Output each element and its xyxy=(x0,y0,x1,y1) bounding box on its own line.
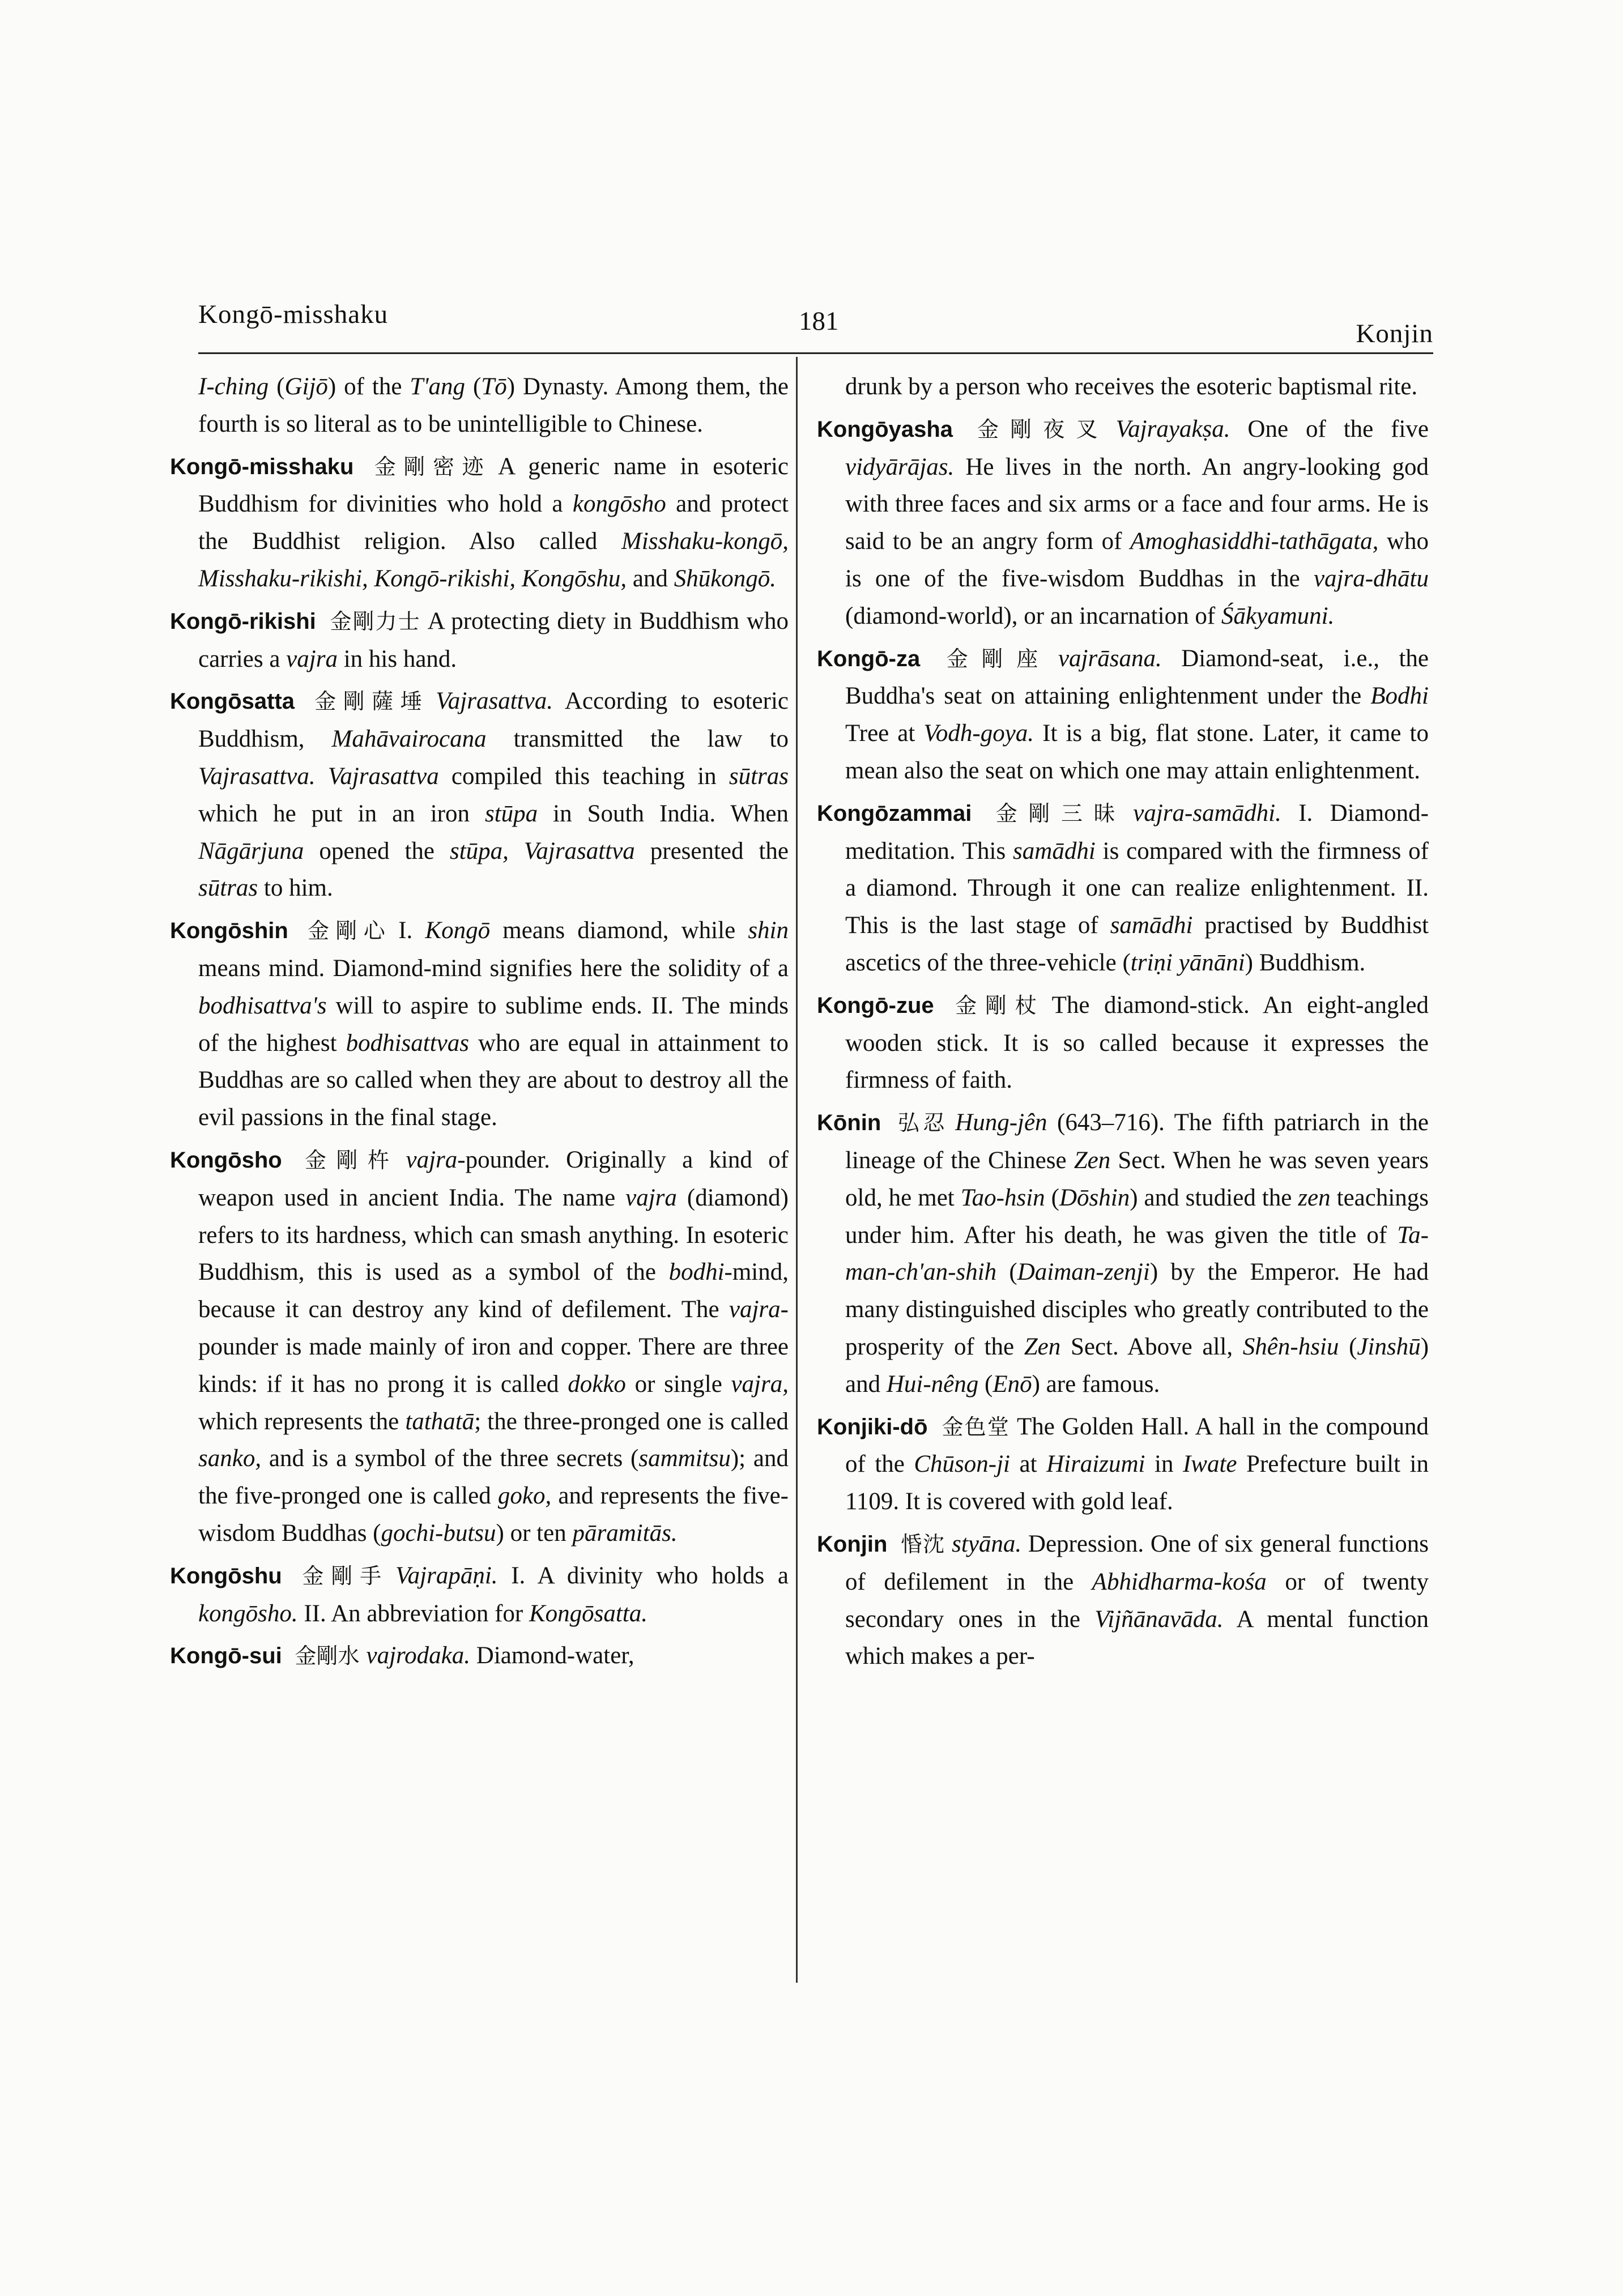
entry-text: I. xyxy=(398,917,425,944)
entry-text: in xyxy=(1145,1451,1183,1478)
italic-term: vajra xyxy=(625,1184,677,1211)
entry-kanji: 金剛密迹 xyxy=(374,454,492,479)
entry-text: ) by the Emperor. He had many distinguished disciples who greatly contributed to the prosperity of the xyxy=(845,1259,1429,1360)
entry-text: A protecting diety in Buddhism who carries a xyxy=(198,607,789,672)
entry-text: ); and the five-pronged one is called xyxy=(198,1445,789,1510)
entry-headword: Konjiki-dō xyxy=(817,1414,928,1439)
italic-term: tathatā xyxy=(405,1408,475,1435)
entry-text: (diamond) refers to its hardness, which can smash anything. In esoteric Buddhism, this is used as a symbol of the xyxy=(198,1184,789,1286)
entry-text: ) and studied the xyxy=(1130,1184,1298,1211)
entry-headword: Kongōsatta xyxy=(170,689,295,714)
entry-text: Sect. Above all, xyxy=(1060,1333,1243,1360)
italic-term: sammitsu xyxy=(638,1445,731,1472)
dictionary-entry xyxy=(170,603,789,678)
italic-term: Ta-man-ch'an-shih xyxy=(845,1221,1429,1286)
italic-term: Hui-nêng xyxy=(886,1370,979,1398)
italic-term: shin xyxy=(748,917,789,944)
italic-term: kongōsho xyxy=(572,491,666,518)
entry-headword: Kōnin xyxy=(817,1110,881,1136)
entry-text: It is a big, flat stone. Later, it came to mean also the seat on which one may attain enlightenment. xyxy=(845,720,1429,784)
italic-term: Hung-jên xyxy=(955,1109,1047,1136)
entry-text: ( xyxy=(978,1370,993,1398)
entry-text: (643–716). The fifth patriarch in the lineage of the Chinese xyxy=(845,1109,1429,1174)
italic-term: styāna. xyxy=(952,1530,1022,1557)
entry-kanji: 金剛薩埵 xyxy=(314,689,429,714)
entry-text: ( xyxy=(1339,1333,1357,1360)
entry-text: means diamond, while xyxy=(490,917,748,944)
italic-term: vajra, xyxy=(731,1370,789,1398)
entry-text: which he put in an iron xyxy=(198,800,485,827)
dictionary-entry xyxy=(817,1104,1429,1403)
entry-text: who are equal in attainment to Buddhas are so called when they are about to destroy all the evil passions in the final stage. xyxy=(198,1029,789,1131)
entry-kanji: 金剛夜叉 xyxy=(977,416,1109,442)
italic-term: Daiman-zenji xyxy=(1017,1259,1150,1286)
entry-headword: Kongō-rikishi xyxy=(170,608,316,634)
entry-text: means mind. Diamond-mind signifies here the solidity of a xyxy=(198,955,789,982)
italic-term: gochi-butsu xyxy=(381,1519,496,1547)
italic-term: Abhidharma-kośa xyxy=(1092,1568,1267,1595)
entry-text: -pounder. Originally a kind of weapon used in ancient India. The name xyxy=(198,1146,789,1211)
entry-text: drunk by a person who receives the esoteric baptismal rite. xyxy=(845,373,1418,400)
entry-text: Prefecture built in 1109. It is covered with gold leaf. xyxy=(845,1451,1429,1515)
entry-text: A generic name in esoteric Buddhism for divinities who hold a xyxy=(198,453,789,518)
italic-term: vidyārājas. xyxy=(845,453,955,480)
continued-entry xyxy=(817,368,1429,406)
dictionary-entry xyxy=(817,987,1429,1099)
entry-kanji: 金剛座 xyxy=(946,646,1051,671)
italic-term: stūpa, Vajrasattva xyxy=(449,837,635,864)
entry-text: ( xyxy=(465,373,482,400)
italic-term: pāramitās. xyxy=(572,1519,678,1547)
entry-text: The diamond-stick. An eight-angled wooden stick. It is so called because it expresses the firmness of faith. xyxy=(845,991,1429,1094)
entry-text: -pounder is made mainly of iron and copper. There are three kinds: if it has no prong it is called xyxy=(198,1296,789,1398)
italic-term: Shūkongō. xyxy=(674,565,777,592)
entry-text: ( xyxy=(269,373,285,400)
header-right-guideword: Konjin xyxy=(1356,319,1433,348)
entry-headword: Kongōsho xyxy=(170,1147,282,1173)
entry-kanji: 金剛心 xyxy=(308,918,392,944)
entry-text: ( xyxy=(996,1259,1017,1286)
italic-term: T'ang xyxy=(410,373,466,400)
italic-term: dokko xyxy=(568,1370,626,1398)
italic-term: Vijñānavāda. xyxy=(1094,1605,1224,1633)
italic-term: Vajrasattva xyxy=(327,763,439,790)
entry-text: and is a symbol of the three secrets ( xyxy=(261,1445,639,1472)
italic-term: Jinshū xyxy=(1357,1333,1421,1360)
entry-text: ) of the xyxy=(327,373,410,400)
entry-text: A mental function which makes a per- xyxy=(845,1605,1429,1670)
italic-term: Zen xyxy=(1074,1147,1111,1174)
entry-text: at xyxy=(1010,1451,1047,1478)
entry-text: practised by Buddhist ascetics of the three-vehicle ( xyxy=(845,912,1429,976)
entry-text: Depression. One of six general functions of defilement in the xyxy=(845,1530,1429,1595)
italic-term: Misshaku-kongō, Misshaku-rikishi, Kongō-rikishi, Kongōshu, xyxy=(198,528,789,592)
running-header xyxy=(198,299,1433,350)
entry-kanji: 金剛杖 xyxy=(955,992,1045,1018)
italic-term: Dōshin xyxy=(1059,1184,1130,1211)
dictionary-entry xyxy=(170,912,789,1136)
entry-text: Diamond-water, xyxy=(470,1642,634,1669)
entry-text: One of the five xyxy=(1230,415,1429,442)
entry-text: ) Dynasty. Among them, the fourth is so literal as to be unintelligible to Chinese. xyxy=(198,373,789,437)
entry-kanji: 金色堂 xyxy=(942,1414,1010,1439)
entry-kanji: 金剛三昧 xyxy=(995,800,1127,826)
italic-term: vajra xyxy=(729,1296,781,1323)
dictionary-entry xyxy=(817,411,1429,635)
entry-text: ) are famous. xyxy=(1032,1370,1160,1398)
entry-text: Sect. When he was seven years old, he met xyxy=(845,1147,1429,1211)
entry-text: who is one of the five-wisdom Buddhas in the xyxy=(845,528,1429,592)
entry-text: ( xyxy=(1045,1184,1059,1211)
dictionary-entry xyxy=(170,448,789,598)
italic-term: vajra-samādhi. xyxy=(1133,799,1281,827)
entry-text: -mind, because it can destroy any kind of defilement. The xyxy=(198,1259,789,1323)
italic-term: zen xyxy=(1298,1184,1331,1211)
entry-text: or single xyxy=(625,1370,731,1398)
entry-text: or of twenty secondary ones in the xyxy=(845,1568,1429,1633)
entry-headword: Kongōshin xyxy=(170,918,288,944)
entry-text: ) or ten xyxy=(496,1519,573,1547)
entry-text: in his hand. xyxy=(337,645,457,672)
italic-term: vajrodaka. xyxy=(366,1642,471,1669)
italic-term: Enō xyxy=(992,1370,1032,1398)
entry-kanji: 惛沈 xyxy=(901,1531,945,1557)
entry-headword: Konjin xyxy=(817,1531,888,1557)
italic-term: kongōsho. xyxy=(198,1600,298,1627)
italic-term: Hiraizumi xyxy=(1046,1451,1145,1478)
italic-term: Chūson-ji xyxy=(914,1451,1011,1478)
entry-text: II. An abbreviation for xyxy=(297,1600,529,1627)
italic-term: Gijō xyxy=(284,373,328,400)
entry-headword: Kongōshu xyxy=(170,1563,282,1588)
entry-headword: Kongō-za xyxy=(817,646,921,671)
entry-text: and protect the Buddhist religion. Also called xyxy=(198,491,789,555)
dictionary-entry xyxy=(170,1637,789,1675)
entry-text: Tree at xyxy=(845,720,924,747)
entry-text xyxy=(316,763,328,790)
italic-term: Shên-hsiu xyxy=(1242,1333,1339,1360)
continued-entry xyxy=(170,368,789,443)
entry-text: compiled this teaching in xyxy=(438,763,729,790)
entry-headword: Kongō-sui xyxy=(170,1643,282,1669)
entry-headword: Kongōyasha xyxy=(817,416,953,442)
italic-term: Iwate xyxy=(1182,1451,1237,1478)
entry-text: transmitted the law to xyxy=(486,726,789,753)
entry-text: presented the xyxy=(634,837,789,864)
entry-text: is compared with the firmness of a diamond. Through it one can realize enlightenment. II. This is the last stage of xyxy=(845,837,1429,939)
italic-term: bodhisattvas xyxy=(346,1029,469,1057)
italic-term: stūpa xyxy=(484,800,538,827)
column-divider xyxy=(796,357,798,1983)
entry-text: ) and xyxy=(845,1333,1429,1398)
italic-term: Kongōsatta. xyxy=(529,1600,648,1627)
italic-term: vajra xyxy=(286,645,338,672)
italic-term: sanko, xyxy=(198,1445,262,1472)
entry-kanji: 金剛水 xyxy=(295,1643,360,1669)
entry-text: opened the xyxy=(304,837,450,864)
entry-text: which represents the xyxy=(198,1408,406,1435)
italic-term: vajrāsana. xyxy=(1058,645,1162,672)
italic-term: Mahāvairocana xyxy=(331,726,487,753)
italic-term: goko, xyxy=(497,1483,552,1510)
entry-text: He lives in the north. An angry-looking god with three faces and six arms or a face and four arms. He is said to be an angry form of xyxy=(845,453,1429,555)
italic-term: Zen xyxy=(1024,1333,1061,1360)
italic-term: Vodh-goya. xyxy=(923,720,1034,747)
dictionary-entry xyxy=(817,640,1429,790)
italic-term: bodhisattva's xyxy=(198,992,327,1019)
entry-text: The Golden Hall. A hall in the compound of the xyxy=(845,1413,1429,1478)
dictionary-entry xyxy=(817,1526,1429,1675)
entry-text: teachings under him. After his death, he was given the title of xyxy=(845,1184,1429,1249)
dictionary-entry xyxy=(170,1557,789,1633)
entry-text: (diamond-world), or an incarnation of xyxy=(845,602,1221,629)
dictionary-entry xyxy=(170,683,789,907)
italic-term: Vajrayakṣa. xyxy=(1115,415,1230,442)
entry-text: and xyxy=(627,565,674,592)
dictionary-entry xyxy=(170,1141,789,1552)
italic-term: Nāgārjuna xyxy=(198,837,304,864)
italic-term: Tō xyxy=(481,373,507,400)
entry-text: I. Diamond-meditation. This xyxy=(845,799,1429,864)
entry-text: will to aspire to sublime ends. II. The minds of the highest xyxy=(198,992,789,1057)
entry-kanji: 金剛手 xyxy=(302,1563,389,1588)
entry-headword: Kongō-zue xyxy=(817,992,934,1018)
italic-term: I-ching xyxy=(198,373,269,400)
italic-term: sūtras xyxy=(729,763,789,790)
right-column xyxy=(817,368,1429,1680)
italic-term: Śākyamuni. xyxy=(1221,602,1335,629)
left-column xyxy=(170,368,789,1680)
entry-text: Diamond-seat, i.e., the Buddha's seat on attaining enlightenment under the xyxy=(845,645,1429,710)
entry-text: ; the three-pronged one is called xyxy=(474,1408,789,1435)
entry-text: to him. xyxy=(258,875,333,902)
italic-term: samādhi xyxy=(1013,837,1096,864)
italic-term: Amoghasiddhi-tathāgata, xyxy=(1130,528,1379,555)
italic-term: vajra-dhātu xyxy=(1313,565,1429,592)
page-number: 181 xyxy=(799,306,839,336)
entry-headword: Kongō-misshaku xyxy=(170,454,354,479)
entry-text: I. A divinity who holds a xyxy=(497,1562,789,1589)
entry-kanji: 弘忍 xyxy=(897,1110,949,1136)
entry-text: According to esoteric Buddhism, xyxy=(198,688,789,753)
entry-kanji: 金剛力士 xyxy=(330,608,421,634)
italic-term: samādhi xyxy=(1110,912,1193,939)
entry-kanji: 金剛杵 xyxy=(305,1147,399,1173)
entry-text: in South India. When xyxy=(538,800,789,827)
entry-headword: Kongōzammai xyxy=(817,800,972,826)
italic-term: Vajrasattva. xyxy=(198,763,316,790)
italic-term: triṇi yānāni xyxy=(1130,949,1245,976)
italic-term: Bodhi xyxy=(1370,683,1429,710)
header-left-guideword: Kongō-misshaku xyxy=(198,300,389,329)
italic-term: bodhi xyxy=(668,1259,725,1286)
italic-term: vajra xyxy=(406,1146,458,1173)
italic-term: Vajrapāṇi. xyxy=(395,1562,498,1589)
italic-term: Tao-hsin xyxy=(960,1184,1045,1211)
dictionary-entry xyxy=(817,1408,1429,1520)
italic-term: Vajrasattva. xyxy=(436,688,553,715)
italic-term: sūtras xyxy=(198,875,258,902)
header-rule xyxy=(198,352,1433,354)
entry-text: ) Buddhism. xyxy=(1245,949,1366,976)
entry-text: and represents the five-wisdom Buddhas ( xyxy=(198,1483,789,1547)
italic-term: Kongō xyxy=(425,917,491,944)
dictionary-entry xyxy=(817,795,1429,982)
